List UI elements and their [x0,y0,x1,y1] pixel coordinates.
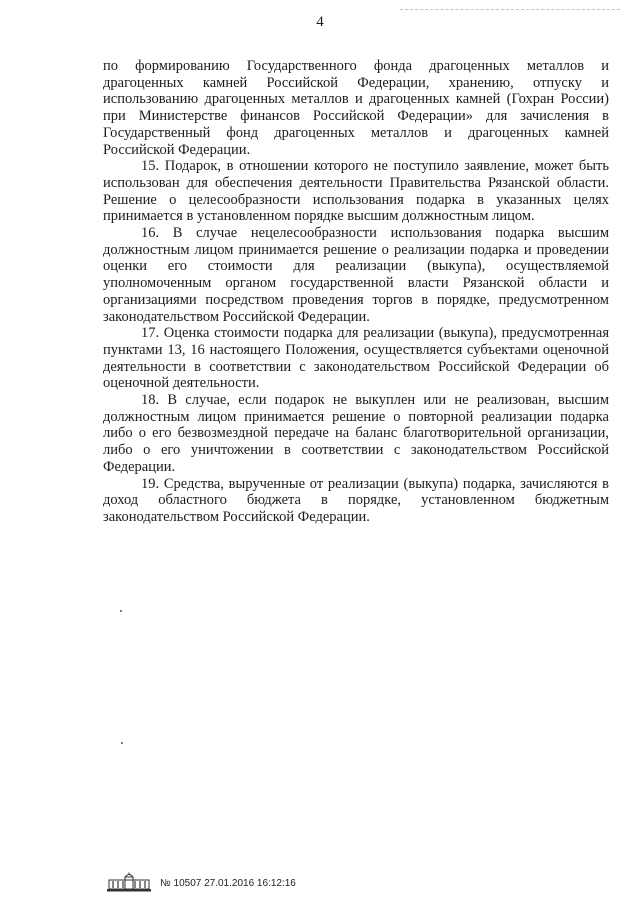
document-registration-stamp: № 10507 27.01.2016 16:12:16 [160,878,296,889]
paragraph-18: 18. В случае, если подарок не выкуплен или не реализован, высшим должностным лицом принимается решение о повторной реализации подарка либо о его безвозмездной передаче на баланс благотворительной организации, либо о его уничтожении в соответствии с законодательством Российской Федерации. [103,392,609,475]
scan-speck [120,610,122,612]
paragraph-gokhran-continuation: по формированию Государственного фонда драгоценных металлов и драгоценных камней Российской Федерации, хранению, отпуску и использованию драгоценных металлов и драгоценных камней (Гохран России) при Министерстве финансов Российской Федерации» для зачисления в Государственный фонд драгоценных металлов и драгоценных камней Российской Федерации. [103,58,609,158]
paragraph-16: 16. В случае нецелесообразности использования подарка высшим должностным лицом принимается решение о реализации подарка и проведении оценки его стоимости для реализации (выкупа), осуществляемой уполномоченным органом государственной власти Рязанской области и организациями посредством проведения торгов в порядке, предусмотренном законодательством Российской Федерации. [103,225,609,325]
document-footer [106,868,296,892]
paragraph-17: 17. Оценка стоимости подарка для реализации (выкупа), предусмотренная пунктами 13, 16 настоящего Положения, осуществляется субъектами оценочной деятельности в соответствии с законодательством Российской Федерации об оценочной деятельности. [103,325,609,392]
page-number: 4 [316,14,324,30]
paragraph-15: 15. Подарок, в отношении которого не поступило заявление, может быть использован для обеспечения деятельности Правительства Рязанской области. Решение о целесообразности использования подарка в указанных целях принимается в установленном порядке высшим должностным лицом. [103,158,609,225]
scan-speck [121,742,123,744]
scan-artifact-line [400,9,620,10]
document-body [103,58,609,526]
government-building-logo-icon [106,872,152,892]
paragraph-19: 19. Средства, вырученные от реализации (выкупа) подарка, зачисляются в доход областного бюджета в порядке, установленном бюджетным законодательством Российской Федерации. [103,475,609,525]
